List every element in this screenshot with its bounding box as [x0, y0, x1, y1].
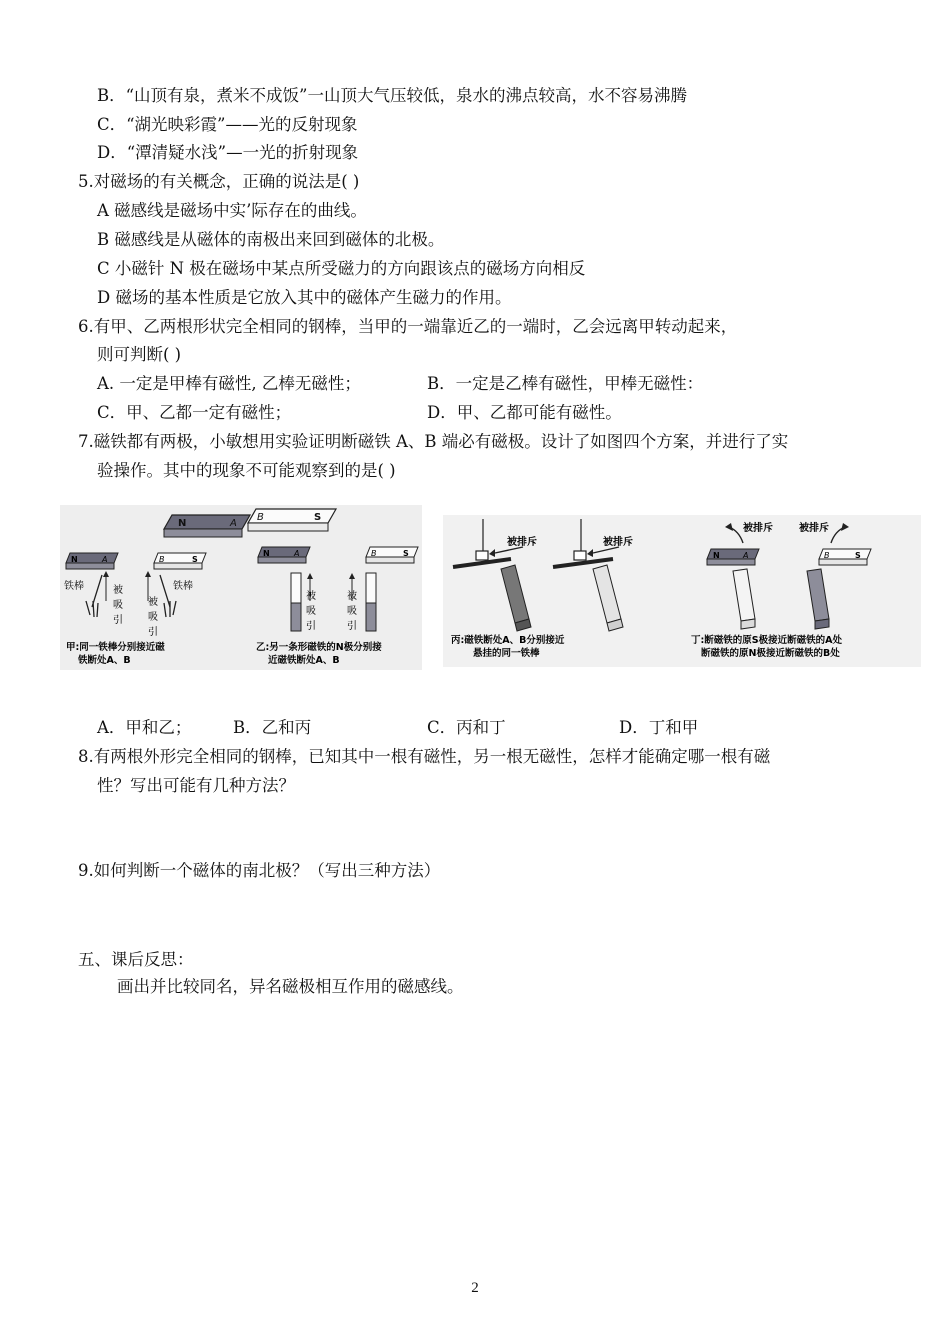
label-B-yi: B [371, 549, 377, 558]
ding-bs-magnet [819, 549, 871, 565]
q5-stem: 5.对磁场的有关概念，正确的说法是( ) [78, 172, 360, 191]
q6-option-a: A. 一定是甲棒有磁性, 乙棒无磁性； [97, 374, 361, 393]
label-bei-paichi-1: 被排斥 [507, 537, 537, 548]
ding-nA-magnet [707, 549, 759, 565]
label-bei-paichi-2: 被排斥 [603, 537, 633, 548]
q6-stem-line1: 6.有甲、乙两根形状完全相同的钢棒，当甲的一端靠近乙的一端时，乙会远离甲转动起来， [78, 317, 738, 336]
q6-option-d: D．甲、乙都可能有磁性。 [427, 403, 622, 422]
label-N-yi: N [263, 549, 270, 558]
caption-jia-line2: 铁断处A、B [78, 655, 131, 666]
label-xi-2: 吸 [148, 612, 158, 623]
q7-stem-line1: 7.磁铁都有两极，小敏想用实验证明断磁铁 A、B 端必有磁极。设计了如图四个方案，并进行了实 [78, 432, 789, 451]
q5-option-c: C 小磁针 N 极在磁场中某点所受磁力的方向跟该点的磁场方向相反 [97, 259, 586, 278]
caption-ding-line1: 丁:断磁铁的原S极接近断磁铁的A处 [691, 635, 842, 646]
label-xi-3: 吸 [306, 606, 316, 617]
q7-stem-line2: 验操作。其中的现象不可能观察到的是( ) [97, 461, 396, 480]
section5-body: 画出并比较同名，异名磁极相互作用的磁感线。 [117, 977, 464, 996]
caption-bing-line1: 丙:磁铁断处A、B分别接近 [451, 635, 565, 646]
label-S-top: S [314, 512, 322, 523]
label-N-jia: N [71, 555, 78, 564]
q5-option-a: A 磁感线是磁场中实’际存在的曲线。 [97, 201, 367, 220]
yi-vertical-magnet-2 [366, 573, 376, 631]
section5-title: 五、课后反思： [78, 950, 194, 969]
q6-stem-line2: 则可判断( ) [97, 345, 182, 364]
q7-option-a: A．甲和乙； [97, 718, 192, 737]
label-tiebang-left: 铁棒 [64, 581, 84, 592]
page-number: 2 [471, 1280, 479, 1296]
label-xi-1: 吸 [113, 600, 123, 611]
jia-bs-magnet [154, 553, 206, 569]
q5-option-b: B 磁感线是从磁体的南极出来回到磁体的北极。 [97, 230, 445, 249]
caption-ding-line2: 断磁铁的原N极接近断磁铁的B处 [701, 648, 840, 659]
q7-option-b: B．乙和丙 [233, 718, 312, 737]
label-N-top: N [178, 518, 187, 529]
label-A-top: A [230, 518, 237, 529]
caption-jia-line1: 甲:同一铁棒分别接近磁 [66, 642, 165, 653]
q7-option-d: D．丁和甲 [619, 718, 699, 737]
yi-vertical-magnet-1 [291, 573, 301, 631]
label-B-jia: B [159, 555, 165, 564]
q4-option-c: C．“湖光映彩霞”——光的反射现象 [97, 115, 358, 134]
label-B-ding: B [824, 551, 830, 560]
label-S-yi: S [403, 549, 409, 558]
label-bei-2: 被 [148, 597, 158, 608]
label-N-ding: N [713, 551, 720, 560]
q7-option-c: C．丙和丁 [427, 718, 506, 737]
label-A-yi: A [294, 549, 300, 558]
q6-option-b: B．一定是乙棒有磁性，甲棒无磁性： [427, 374, 704, 393]
caption-yi-line1: 乙:另一条形磁铁的N极分别接 [256, 642, 382, 653]
label-bei-4: 被 [347, 591, 357, 602]
yi-bs-magnet [366, 547, 418, 563]
q8-line2: 性？写出可能有几种方法？ [97, 776, 295, 795]
caption-yi-line2: 近磁铁断处A、B [268, 655, 340, 666]
q7-figure-bing-ding [443, 515, 921, 667]
label-A-ding: A [743, 551, 749, 560]
label-yin-3: 引 [306, 621, 316, 632]
q4-option-b: B．“山顶有泉，煮米不成饭”一山顶大气压较低，泉水的沸点较高，水不容易沸腾 [97, 86, 687, 105]
label-xi-4: 吸 [347, 606, 357, 617]
label-B-top: B [257, 512, 264, 523]
label-bei-3: 被 [306, 591, 316, 602]
jia-nA-magnet [66, 553, 118, 569]
label-tiebang-right: 铁棒 [173, 581, 193, 592]
label-bei-1: 被 [113, 585, 123, 596]
q8-line1: 8.有两根外形完全相同的钢棒，已知其中一根有磁性，另一根无磁性，怎样才能确定哪一根有磁 [78, 747, 771, 766]
q5-option-d: D 磁场的基本性质是它放入其中的磁体产生磁力的作用。 [97, 288, 512, 307]
label-yin-2: 引 [148, 627, 158, 638]
q7-figure-jia-yi [60, 505, 422, 670]
q9-line: 9.如何判断一个磁体的南北极？（写出三种方法） [78, 861, 441, 880]
label-bei-paichi-3: 被排斥 [743, 523, 773, 534]
caption-bing-line2: 悬挂的同一铁棒 [473, 648, 540, 659]
label-S-jia: S [192, 555, 198, 564]
label-yin-1: 引 [113, 615, 123, 626]
yi-nA-magnet [258, 547, 310, 563]
q4-option-d: D．“潭清疑水浅”—一光的折射现象 [97, 143, 359, 162]
label-yin-4: 引 [347, 621, 357, 632]
label-S-ding: S [855, 551, 861, 560]
q6-option-c: C．甲、乙都一定有磁性； [97, 403, 292, 422]
label-A-jia: A [102, 555, 108, 564]
label-bei-paichi-4: 被排斥 [799, 523, 829, 534]
